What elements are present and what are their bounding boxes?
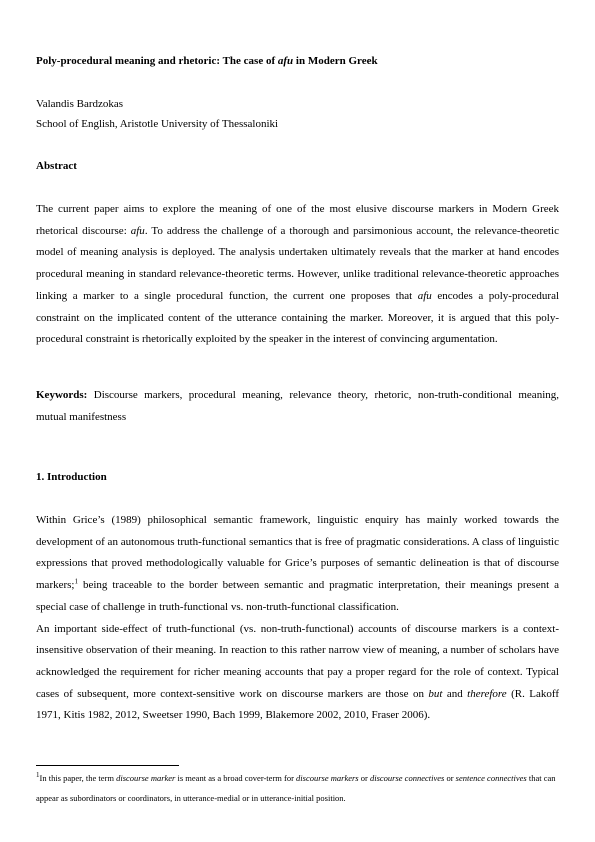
intro-paragraph-1 — [36, 510, 559, 619]
section-heading-introduction: 1. Introduction — [36, 471, 107, 483]
abstract-term: afu — [417, 289, 432, 302]
abstract-text: The current paper aims to explore the meaning of one of the most elusive discourse markers in Modern Greek rhetorical discourse: — [36, 203, 559, 237]
title-part: Poly-procedural meaning and rhetoric: The case of — [36, 55, 278, 67]
introduction-body — [36, 510, 559, 727]
footnote-text: that can appear as subordinators or coordinators, in utterance-medial or in utterance-initial position. — [36, 773, 556, 803]
abstract-body — [36, 199, 559, 351]
abstract-text: encodes a poly-procedural constraint on the implicated content of the utterance containing the marker. Moreover, it is argued that this poly-procedural constraint is rhetorically exploited by the speaker in the interest of convincing argumentation. — [36, 289, 560, 346]
intro-term: therefore — [467, 687, 507, 700]
intro-text: being traceable to the border between semantic and pragmatic interpretation, their meanings present a special case of challenge in truth-functional vs. non-truth-functional classification. — [36, 579, 559, 613]
paper-title — [36, 55, 559, 68]
intro-term: but — [428, 687, 443, 700]
footnote-divider — [36, 765, 179, 766]
keywords-text: Discourse markers, procedural meaning, relevance theory, rhetoric, non-truth-conditional meaning, mutual manifestness — [36, 389, 559, 423]
author-affiliation: School of English, Aristotle University of Thessaloniki — [36, 118, 279, 130]
intro-text: An important side-effect of truth-functional (vs. non-truth-functional) accounts of discourse markers is a context-insensitive observation of their meaning. In reaction to this rather narrow view of meaning, a number of scholars have acknowledged the requirement for richer meaning accounts that pay a proper regard for the role of context. Typical cases of subsequent, more context-sensitive work on discourse markers are those on — [36, 622, 559, 700]
footnote-term: discourse markers — [296, 773, 359, 783]
footnote-reference[interactable]: 1 — [74, 577, 78, 586]
intro-text: and — [442, 687, 468, 700]
title-term: afu — [277, 55, 294, 67]
footnote-text: or — [444, 773, 456, 783]
intro-text: Within Grice’s (1989) philosophical semantic framework, linguistic enquiry has mainly worked towards the development of an autonomous truth-functional semantics that is free of pragmatic considerations. A class of linguistic expressions that proved methodologically valuable for Grice’s purposes of semantic delineation is that of discourse markers; — [36, 514, 559, 592]
keywords — [36, 385, 559, 428]
footnote-text: is meant as a broad cover-term for — [175, 773, 297, 783]
abstract-term: afu — [130, 224, 145, 237]
footnote-text: or — [358, 773, 370, 783]
title-part: in Modern Greek — [293, 55, 378, 67]
footnote-term: discourse connectives — [369, 773, 445, 783]
intro-paragraph-2 — [36, 619, 559, 728]
footnote-term: discourse marker — [116, 773, 176, 783]
abstract-heading: Abstract — [36, 160, 77, 172]
abstract-text: . To address the challenge of a thorough and parsimonious account, the relevance-theoretic model of meaning analysis is deployed. The analysis undertaken ultimately reveals that the marker at hand encodes procedural meaning in standard relevance-theoretic terms. However, unlike traditional relevance-theoretic approaches linking a marker to a single procedural function, the current one proposes that — [36, 224, 559, 302]
footnote-text: In this paper, the term — [39, 773, 117, 783]
footnote-term: sentence connectives — [455, 773, 527, 783]
author-name: Valandis Bardzokas — [36, 98, 124, 110]
intro-text: (R. Lakoff 1971, Kitis 1982, 2012, Sweetser 1990, Bach 1999, Blakemore 2002, 2010, Fraser 2006). — [36, 687, 559, 722]
footnote-number: 1 — [36, 771, 40, 780]
keywords-label: Keywords: — [36, 389, 88, 401]
footnote — [36, 768, 559, 808]
